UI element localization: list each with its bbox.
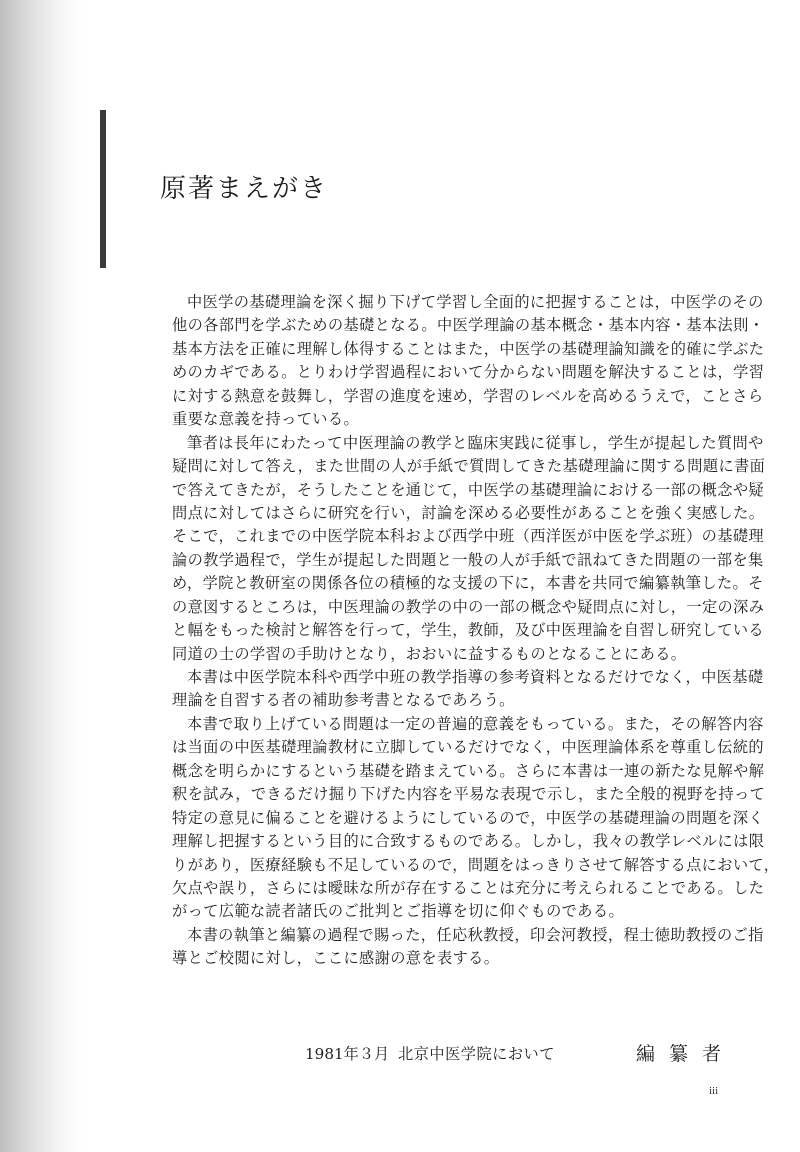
text-line: 筆者は長年にわたって中医理論の教学と臨床実践に従事し，学生が提起した質問や [187, 433, 764, 452]
text-line: 理論を自習する者の補助参考書となるであろう。 [172, 691, 515, 710]
signature-place: 北京中医学院において [398, 1045, 555, 1063]
chapter-title: 原著まえがき [160, 174, 329, 204]
text-line: は当面の中医基礎理論教材に立脚しているだけでなく，中医理論体系を尊重し伝統的 [172, 738, 765, 757]
text-line: 中医学の基礎理論を深く掘り下げて学習し全面的に把握することは，中医学のその [187, 293, 764, 311]
paragraph-1 [172, 291, 765, 432]
text-line: と幅をもった検討と解答を行って，学生，教師，及び中医理論を自習し研究している [172, 621, 765, 640]
text-line: 基本方法を正確に理解し体得することはまた，中医学の基礎理論知識を的確に学ぶた [172, 339, 765, 358]
text-line: め，学院と教研室の関係各位の積極的な支援の下に，本書を共同で編纂執筆した。そ [172, 574, 764, 593]
text-line: 問点に対してはさらに研究を行い，討論を深める必要性があることを強く実感した。 [172, 503, 765, 522]
text-line: 疑問に対して答え，また世間の人が手紙で質問してきた基礎理論に関する問題に書面 [172, 457, 766, 476]
preface-body [172, 291, 780, 971]
text-line: 本書の執筆と編纂の過程で賜った，任応秋教授，印会河教授，程士徳助教授のご指 [187, 925, 764, 944]
page-number: iii [709, 1085, 719, 1097]
paragraph-2 [172, 432, 766, 666]
text-line: 重要な意義を持っている。 [172, 410, 360, 429]
chapter-heading-bar [100, 110, 106, 268]
text-line: で答えてきたが，そうしたことを通じて，中医学の基礎理論における一部の概念や疑 [172, 480, 765, 499]
text-line: 理解し把握するという目的に合致するものである。しかし，我々の教学レベルには限 [172, 832, 765, 851]
signature-date: 1981年３月 [305, 1045, 390, 1063]
paragraph-5 [172, 924, 764, 971]
signature-block [0, 1041, 800, 1065]
text-line: に対する熱意を鼓舞し，学習の進度を速め，学習のレベルを高めるうえで，ことさら [172, 386, 764, 405]
text-line: 他の各部門を学ぶための基礎となる。中医学理論の基本概念・基本内容・基本法則・ [172, 316, 765, 335]
text-line: 概念を明らかにするという基礎を踏まえている。さらに本書は一連の新たな見解や解 [172, 761, 765, 780]
text-line: 導とご校閲に対し，ここに感謝の意を表する。 [172, 949, 500, 968]
text-line: めのカギである。とりわけ学習過程において分からない問題を解決することは，学習 [172, 363, 765, 382]
paragraph-3 [172, 666, 764, 713]
text-line: の意図するところは，中医理論の教学の中の一部の概念や疑問点に対し，一定の深み [172, 597, 765, 616]
paragraph-4 [172, 713, 780, 924]
text-line: 論の教学過程で，学生が提起した問題と一般の人が手紙で訊ねてきた問題の一部を集 [172, 550, 764, 569]
text-line: 本書は中医学院本科や西学中班の教学指導の参考資料となるだけでなく，中医基礎 [187, 668, 764, 686]
text-line: そこで，これまでの中医学院本科および西学中班（西洋医が中医を学ぶ班）の基礎理 [172, 527, 765, 546]
text-line: 欠点や誤り，さらには曖昧な所が存在することは充分に考えられることである。した [172, 878, 765, 897]
text-line: 釈を試み，できるだけ掘り下げた内容を平易な表現で示し，また全般的視野を持って [172, 785, 766, 804]
text-line: 本書で取り上げている問題は一定の普遍的意義をもっている。また，その解答内容 [187, 714, 764, 733]
text-line: がって広範な読者諸氏のご批判とご指導を切に仰ぐものである。 [172, 902, 625, 921]
text-line: 同道の士の学習の手助けとなり，おおいに益するものとなることにある。 [172, 644, 687, 663]
text-line: りがあり，医療経験も不足しているので，問題をはっきりさせて解答する点において， [172, 855, 780, 874]
text-line: 特定の意見に偏ることを避けるようにしているので，中医学の基礎理論の問題を深く [172, 808, 765, 827]
signature-author: 編纂者 [636, 1043, 736, 1065]
